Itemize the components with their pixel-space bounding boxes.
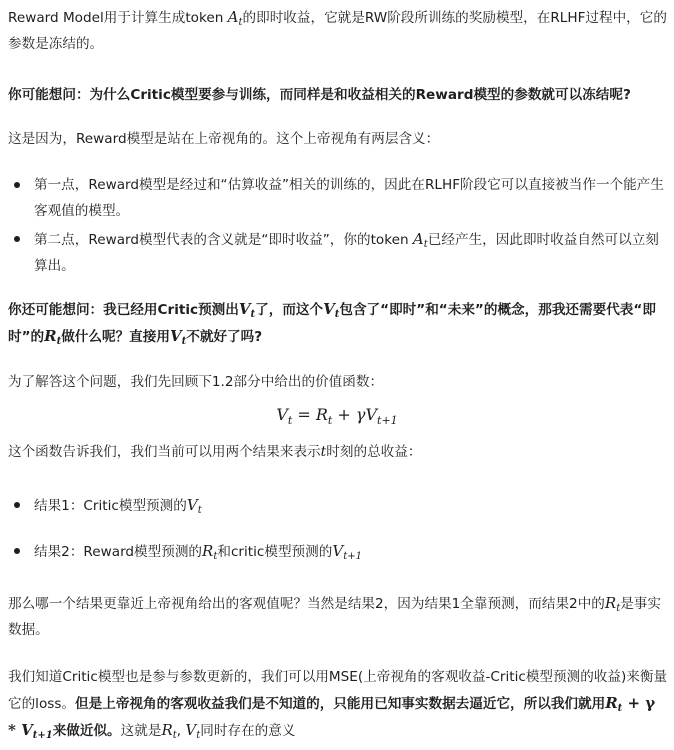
paragraph-critic-loss: 我们知道Critic模型也是参与参数更新的，我们可以用MSE(上帝视角的客观收益-Critic模型预测的收益)来衡量它的loss。但是上帝视角的客观收益我们是不知道的，只能用已知事实数据去逼近它，所以我们就用$R_t + \gamma * V_{t+1}$来做近似。这就是$R_t$, $V_t$同时存在的意义: [8, 669, 668, 741]
math-r-t: $R_t$: [604, 594, 621, 614]
question-why-need-rt: 你还可能想问：我已经用Critic预测出$V_t$了，而这个$V_t$包含了“即时”和“未来”的概念，那我还需要代表“即时”的$R_t$做什么呢？直接用$V_t$不就好了吗?: [8, 300, 656, 347]
text: Reward Model用于计算生成token: [8, 10, 228, 26]
list-item: [34, 226, 670, 279]
math-v-t: $V_t$: [323, 300, 340, 320]
paragraph-which-closer: 那么哪一个结果更靠近上帝视角给出的客观值呢？当然是结果2，因为结果1全靠预测，而结果2中的$R_t$是事实数据。: [8, 594, 661, 638]
bullet-text: 第一点，Reward模型是经过和“估算收益”相关的训练的，因此在RLHF阶段它可以直接被当作一个能产生客观值的模型。: [34, 177, 664, 219]
math-r-t: $R_t$: [44, 327, 62, 347]
bullet-text: 第二点，Reward模型代表的含义就是“即时收益”，你的token: [34, 232, 413, 248]
paragraph-value-function-intro: 为了解答这个问题，我们先回顾下1.2部分中给出的价值函数：: [8, 374, 384, 390]
math-a-t: $A_t$: [227, 8, 243, 28]
math-v-t-plus-1: $V_{t+1}$: [332, 542, 362, 562]
math-v-t: $V_t$: [186, 496, 202, 516]
text: 的即时收益，它就是RW阶段所训练的奖励模型，在RLHF过程中，它的参数是冻结的。: [8, 10, 667, 52]
list-item: 结果1：Critic模型预测的$V_t$: [34, 492, 670, 519]
math-v-t: $V_t$: [185, 721, 201, 741]
math-approx: $R_t + \gamma * V_{t+1}$: [8, 694, 656, 741]
list-item: [34, 172, 670, 224]
math-v-t: $V_t$: [169, 327, 187, 347]
math-r-t: $R_t$: [202, 542, 218, 562]
question-why-critic-trains: 你可能想问：为什么Critic模型要参与训练，而同样是和收益相关的Reward模型的参数就可以冻结呢?: [8, 87, 631, 103]
math-a-t: $A_t$: [412, 230, 428, 250]
math-v-t: $V_t$: [238, 300, 256, 320]
math-r-t: $R_t$: [161, 721, 177, 741]
paragraph-two-results: 这个函数告诉我们，我们当前可以用两个结果来表示t时刻的总收益：: [8, 444, 422, 460]
bullet-text: 已经产生，因此即时收益自然可以立刻算出。: [34, 232, 659, 274]
paragraph-reward-model-intro: [8, 4, 668, 57]
list-item: 结果2：Reward模型预测的$R_t$和critic模型预测的$V_{t+1}$: [34, 538, 670, 565]
value-function-formula: $V_t = R_t + \gamma V_{t+1}$: [276, 405, 398, 427]
paragraph-god-view: 这是因为，Reward模型是站在上帝视角的。这个上帝视角有两层含义：: [8, 131, 440, 147]
